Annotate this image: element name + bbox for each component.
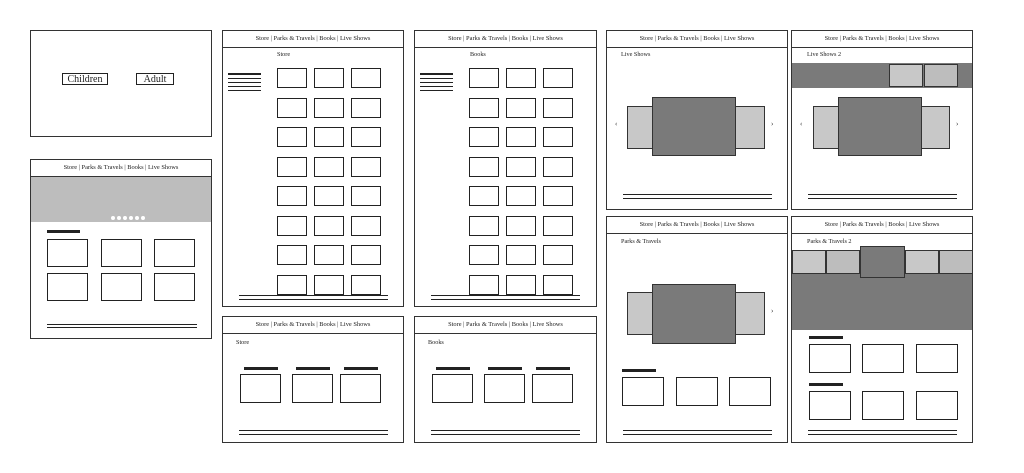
grid-item[interactable] — [506, 98, 536, 118]
live-shows-2-frame — [791, 30, 973, 210]
grid-item[interactable] — [351, 275, 381, 295]
grid-item[interactable] — [314, 245, 344, 265]
page-title: Books — [428, 339, 444, 346]
section-heading-bar — [344, 367, 378, 370]
grid-item[interactable] — [314, 157, 344, 177]
thumbnail-strip-item[interactable] — [826, 250, 860, 274]
carousel-dot[interactable] — [111, 216, 115, 220]
grid-item[interactable] — [543, 275, 573, 295]
grid-item[interactable] — [277, 157, 307, 177]
nav-bar[interactable]: Store | Parks & Travels | Books | Live Shows — [415, 31, 596, 48]
nav-bar[interactable]: Store | Parks & Travels | Books | Live Shows — [415, 317, 596, 334]
nav-bar[interactable]: Store | Parks & Travels | Books | Live Shows — [607, 217, 787, 234]
section-heading-bar — [436, 367, 470, 370]
grid-item[interactable] — [506, 157, 536, 177]
content-card[interactable] — [47, 239, 88, 267]
page-title: Store — [277, 51, 291, 58]
footer-line — [239, 434, 388, 435]
grid-item[interactable] — [314, 275, 344, 295]
grid-item[interactable] — [506, 68, 536, 88]
thumbnail-strip-item[interactable] — [939, 250, 973, 274]
nav-bar[interactable]: Store | Parks & Travels | Books | Live Shows — [223, 317, 403, 334]
content-card[interactable] — [729, 377, 771, 406]
grid-item[interactable] — [469, 98, 499, 118]
content-card[interactable] — [101, 239, 142, 267]
content-card[interactable] — [916, 344, 958, 373]
carousel-dot[interactable] — [141, 216, 145, 220]
content-card[interactable] — [432, 374, 473, 403]
content-card[interactable] — [47, 273, 88, 301]
books-grid-frame — [414, 30, 597, 307]
footer-line — [431, 299, 580, 300]
section-heading-bar — [488, 367, 522, 370]
footer-line — [47, 327, 197, 328]
footer-line — [808, 194, 957, 195]
grid-item[interactable] — [314, 216, 344, 236]
content-card[interactable] — [292, 374, 333, 403]
page-title: Books — [470, 51, 486, 58]
grid-item[interactable] — [469, 68, 499, 88]
sidebar-line — [228, 90, 261, 91]
chevron-left-icon[interactable]: ‹ — [615, 120, 618, 128]
footer-line — [623, 430, 772, 431]
carousel-side-left[interactable] — [813, 106, 839, 149]
footer-line — [808, 430, 957, 431]
footer-line — [431, 430, 580, 431]
section-heading-bar — [296, 367, 330, 370]
carousel-main-slide[interactable] — [652, 284, 736, 344]
grid-item[interactable] — [351, 98, 381, 118]
page-title: Live Shows 2 — [807, 51, 842, 58]
grid-item[interactable] — [351, 157, 381, 177]
nav-bar[interactable]: Store | Parks & Travels | Books | Live Shows — [792, 31, 972, 48]
grid-item[interactable] — [314, 68, 344, 88]
carousel-side-left[interactable] — [627, 292, 653, 335]
parks-travels-2-frame — [791, 216, 973, 443]
grid-item[interactable] — [506, 275, 536, 295]
carousel-dot[interactable] — [123, 216, 127, 220]
page-title: Live Shows — [621, 51, 651, 58]
content-card[interactable] — [340, 374, 381, 403]
grid-item[interactable] — [543, 127, 573, 147]
grid-item[interactable] — [351, 245, 381, 265]
grid-item[interactable] — [543, 245, 573, 265]
parks-travels-frame — [606, 216, 788, 443]
grid-item[interactable] — [506, 216, 536, 236]
content-card[interactable] — [862, 391, 904, 420]
carousel-side-right[interactable] — [920, 106, 950, 149]
page-title: Parks & Travels 2 — [807, 238, 852, 245]
section-heading-bar — [47, 230, 80, 233]
sidebar-line — [228, 86, 261, 87]
footer-line — [239, 295, 388, 296]
section-heading-bar — [244, 367, 278, 370]
carousel-main-slide[interactable] — [838, 97, 922, 156]
carousel-dot[interactable] — [135, 216, 139, 220]
content-card[interactable] — [484, 374, 525, 403]
thumbnail[interactable] — [924, 64, 958, 87]
footer-line — [808, 434, 957, 435]
grid-item[interactable] — [277, 245, 307, 265]
grid-item[interactable] — [314, 186, 344, 206]
thumbnail-strip-item[interactable] — [905, 250, 939, 274]
page-title: Store — [236, 339, 250, 346]
store-detail-frame — [222, 316, 404, 443]
grid-item[interactable] — [351, 216, 381, 236]
grid-item[interactable] — [277, 98, 307, 118]
grid-item[interactable] — [469, 216, 499, 236]
grid-item[interactable] — [543, 98, 573, 118]
landing-frame — [30, 30, 212, 137]
grid-item[interactable] — [277, 275, 307, 295]
grid-item[interactable] — [277, 186, 307, 206]
grid-item[interactable] — [277, 127, 307, 147]
nav-bar[interactable]: Store | Parks & Travels | Books | Live Shows — [607, 31, 787, 48]
carousel-side-right[interactable] — [735, 106, 765, 149]
carousel-dots[interactable] — [111, 216, 145, 220]
sidebar-line — [420, 78, 453, 79]
grid-item[interactable] — [351, 127, 381, 147]
books-detail-frame — [414, 316, 597, 443]
grid-item[interactable] — [469, 127, 499, 147]
sidebar-line — [420, 82, 453, 83]
grid-item[interactable] — [543, 216, 573, 236]
sidebar-line — [228, 82, 261, 83]
grid-item[interactable] — [543, 157, 573, 177]
home-frame — [30, 159, 212, 339]
sidebar-heading-bar — [228, 73, 261, 75]
carousel-main-slide[interactable] — [652, 97, 736, 156]
carousel-dot[interactable] — [117, 216, 121, 220]
store-grid-frame — [222, 30, 404, 307]
carousel-side-right[interactable] — [735, 292, 765, 335]
footer-line — [431, 295, 580, 296]
content-card[interactable] — [532, 374, 573, 403]
chevron-right-icon[interactable]: › — [771, 307, 774, 315]
grid-item[interactable] — [314, 98, 344, 118]
content-card[interactable] — [809, 391, 851, 420]
content-card[interactable] — [154, 273, 195, 301]
grid-item[interactable] — [543, 68, 573, 88]
nav-bar[interactable]: Store | Parks & Travels | Books | Live Shows — [31, 160, 211, 177]
grid-item[interactable] — [469, 245, 499, 265]
nav-bar[interactable]: Store | Parks & Travels | Books | Live Shows — [223, 31, 403, 48]
sidebar-heading-bar — [420, 73, 453, 75]
children-button[interactable]: Children — [62, 73, 108, 85]
grid-item[interactable] — [314, 127, 344, 147]
grid-item[interactable] — [543, 186, 573, 206]
footer-line — [239, 299, 388, 300]
grid-item[interactable] — [351, 186, 381, 206]
grid-item[interactable] — [506, 127, 536, 147]
live-shows-frame — [606, 30, 788, 210]
adult-button[interactable]: Adult — [136, 73, 174, 85]
grid-item[interactable] — [469, 275, 499, 295]
grid-item[interactable] — [469, 157, 499, 177]
thumbnail[interactable] — [889, 64, 923, 87]
section-heading-bar — [536, 367, 570, 370]
chevron-left-icon[interactable]: ‹ — [800, 120, 803, 128]
content-card[interactable] — [862, 344, 904, 373]
sidebar-line — [228, 78, 261, 79]
footer-line — [623, 194, 772, 195]
chevron-right-icon[interactable]: › — [956, 120, 959, 128]
grid-item[interactable] — [469, 186, 499, 206]
footer-line — [431, 434, 580, 435]
footer-line — [623, 198, 772, 199]
content-card[interactable] — [676, 377, 718, 406]
section-heading-bar — [809, 336, 843, 339]
content-card[interactable] — [622, 377, 664, 406]
footer-line — [239, 430, 388, 431]
sidebar-line — [420, 86, 453, 87]
footer-line — [47, 324, 197, 325]
content-card[interactable] — [916, 391, 958, 420]
thumbnail-strip-main[interactable] — [860, 246, 905, 278]
grid-item[interactable] — [506, 245, 536, 265]
grid-item[interactable] — [277, 216, 307, 236]
footer-line — [623, 434, 772, 435]
section-heading-bar — [622, 369, 656, 372]
carousel-side-left[interactable] — [627, 106, 653, 149]
content-card[interactable] — [240, 374, 281, 403]
content-card[interactable] — [809, 344, 851, 373]
header-banner — [792, 274, 972, 330]
content-card[interactable] — [154, 239, 195, 267]
content-card[interactable] — [101, 273, 142, 301]
grid-item[interactable] — [351, 68, 381, 88]
grid-item[interactable] — [506, 186, 536, 206]
footer-line — [808, 198, 957, 199]
section-heading-bar — [809, 383, 843, 386]
grid-item[interactable] — [277, 68, 307, 88]
page-title: Parks & Travels — [621, 238, 661, 245]
chevron-right-icon[interactable]: › — [771, 120, 774, 128]
nav-bar[interactable]: Store | Parks & Travels | Books | Live Shows — [792, 217, 972, 234]
sidebar-line — [420, 90, 453, 91]
carousel-dot[interactable] — [129, 216, 133, 220]
thumbnail-strip-item[interactable] — [792, 250, 826, 274]
